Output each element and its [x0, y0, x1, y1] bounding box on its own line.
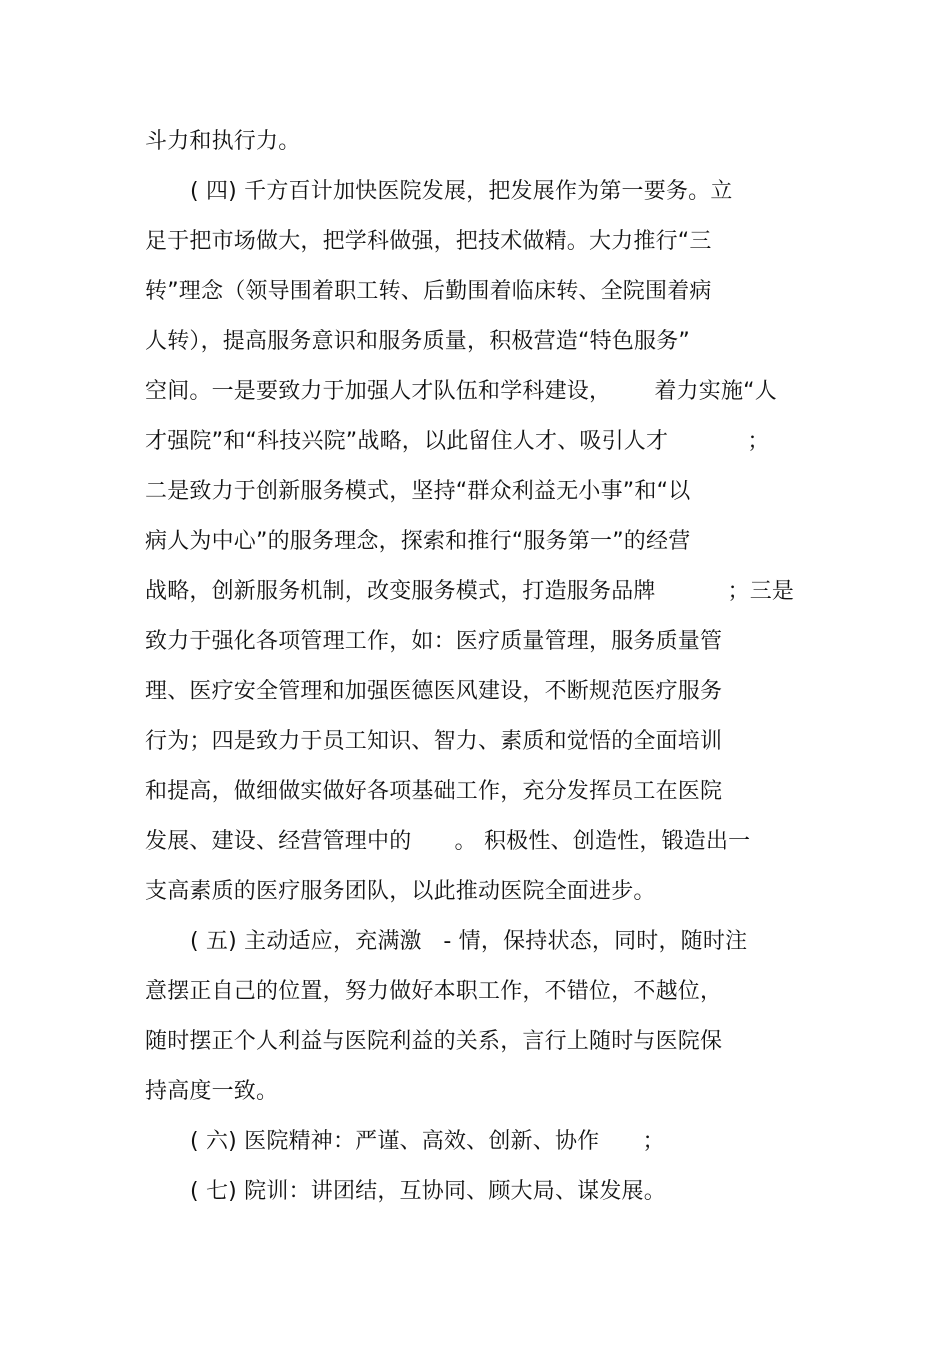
text-line: 意摆正自己的位置，努力做好本职工作，不错位，不越位，: [145, 979, 723, 1004]
text-line: 理、医疗安全管理和加强医德医风建设，不断规范医疗服务: [145, 679, 723, 704]
text-line: 转”理念（领导围着职工转、后勤围着临床转、全院围着病: [145, 279, 712, 304]
text-line: 发展、建设、经营管理中的 。 积极性、创造性，锻造出一: [145, 829, 751, 854]
text-line: 支高素质的医疗服务团队，以此推动医院全面进步。: [145, 879, 656, 904]
text-line: 持高度一致。: [145, 1079, 279, 1104]
text-line: 人转），提高服务意识和服务质量，积极营造“特色服务”: [145, 329, 690, 354]
text-line: 斗力和执行力。: [145, 129, 301, 154]
text-line: 致力于强化各项管理工作，如：医疗质量管理，服务质量管: [145, 629, 723, 654]
text-line: 足于把市场做大，把学科做强，把技术做精。大力推行“三: [145, 229, 712, 254]
text-line: 才强院”和“科技兴院”战略，以此留住人才、吸引人才 ；: [145, 429, 770, 454]
section-heading-4: ( 四) 千方百计加快医院发展，把发展作为第一要务。立: [190, 179, 733, 204]
text-line: 行为；四是致力于员工知识、智力、素质和觉悟的全面培训: [145, 729, 723, 754]
text-line: 战略，创新服务机制，改变服务模式，打造服务品牌 ；三是: [145, 579, 795, 604]
section-heading-5: ( 五) 主动适应，充满激 - 情，保持状态，同时，随时注: [190, 929, 748, 954]
text-line: 空间。一是要致力于加强人才队伍和学科建设， 着力实施“人: [145, 379, 777, 404]
section-heading-6: ( 六) 医院精神：严谨、高效、创新、协作 ；: [190, 1129, 665, 1154]
text-line: 和提高，做细做实做好各项基础工作，充分发挥员工在医院: [145, 779, 723, 804]
text-line: 病人为中心”的服务理念，探索和推行“服务第一”的经营: [145, 529, 691, 554]
text-line: 二是致力于创新服务模式，坚持“群众利益无小事”和“以: [145, 479, 691, 504]
section-heading-7: ( 七) 院训：讲团结，互协同、顾大局、谋发展。: [190, 1179, 666, 1204]
text-line: 随时摆正个人利益与医院利益的关系，言行上随时与医院保: [145, 1029, 723, 1054]
